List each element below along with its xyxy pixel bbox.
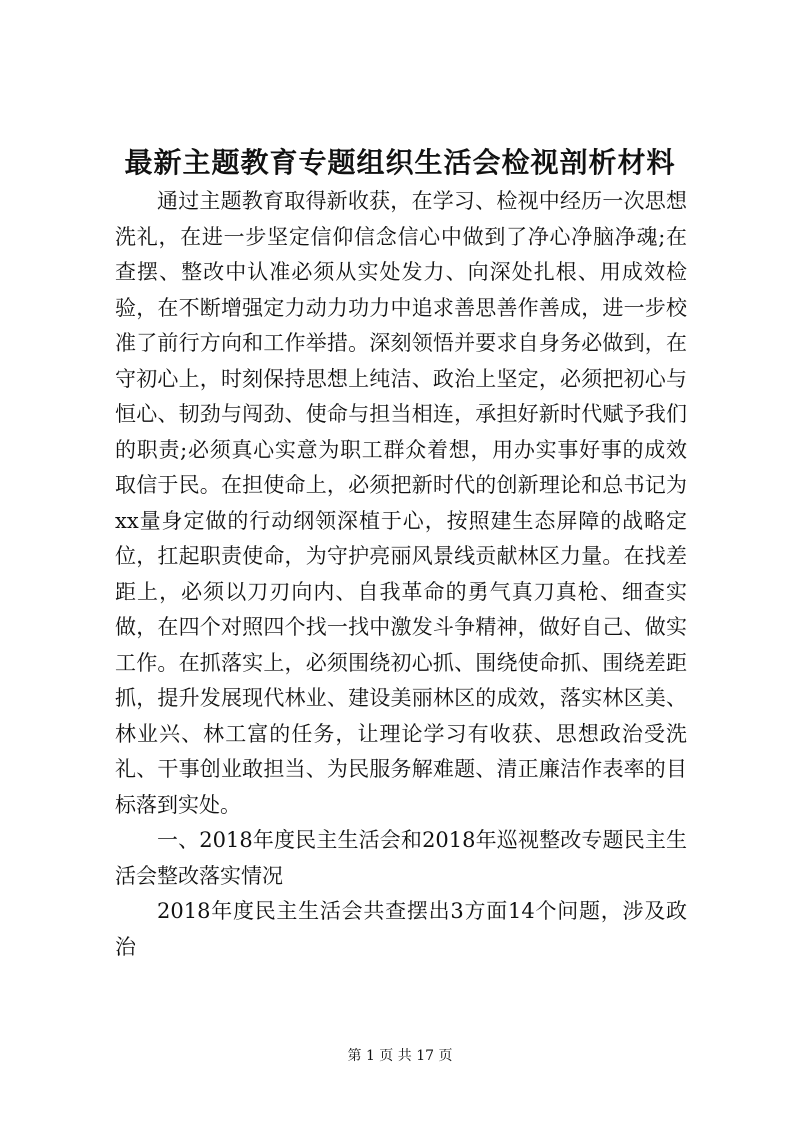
- document-body: [115, 184, 687, 965]
- page-indicator: 第 1 页 共 17 页: [347, 1048, 453, 1064]
- paragraph-section-1: 2018年度民主生活会共查摆出3方面14个问题，涉及政治: [115, 899, 687, 959]
- paragraph-intro: 通过主题教育取得新收获，在学习、检视中经历一次思想洗礼，在进一步坚定信仰信念信心中做到了净心净脑净魂;在查摆、整改中认准必须从实处发力、向深处扎根、用成效检验，在不断增强定力动力功力中追求善思善作善成，进一步校准了前行方向和工作举措。深刻领悟并要求自身务必做到，在守初心上，时刻保持思想上纯洁、政治上坚定，必须把初心与恒心、韧劲与闯劲、使命与担当相连，承担好新时代赋予我们的职责;必须真心实意为职工群众着想，用办实事好事的成效取信于民。在担使命上，必须把新时代的创新理论和总书记为xx量身定做的行动纲领深植于心，按照建生态屏障的战略定位，扛起职责使命，为守护亮丽风景线贡献林区力量。在找差距上，必须以刀刃向内、自我革命的勇气真刀真枪、细查实做，在四个对照四个找一找中激发斗争精神，做好自己、做实工作。在抓落实上，必须围绕初心抓、围绕使命抓、围绕差距抓，提升发展现代林业、建设美丽林区的成效，落实林区美、林业兴、林工富的任务，让理论学习有收获、思想政治受洗礼、干事创业敢担当、为民服务解难题、清正廉洁作表率的目标落到实处。: [115, 189, 687, 817]
- section-heading: 一、2018年度民主生活会和2018年巡视整改专题民主生活会整改落实情况: [115, 828, 687, 888]
- page-title: 最新主题教育专题组织生活会检视剖析材料: [124, 146, 676, 179]
